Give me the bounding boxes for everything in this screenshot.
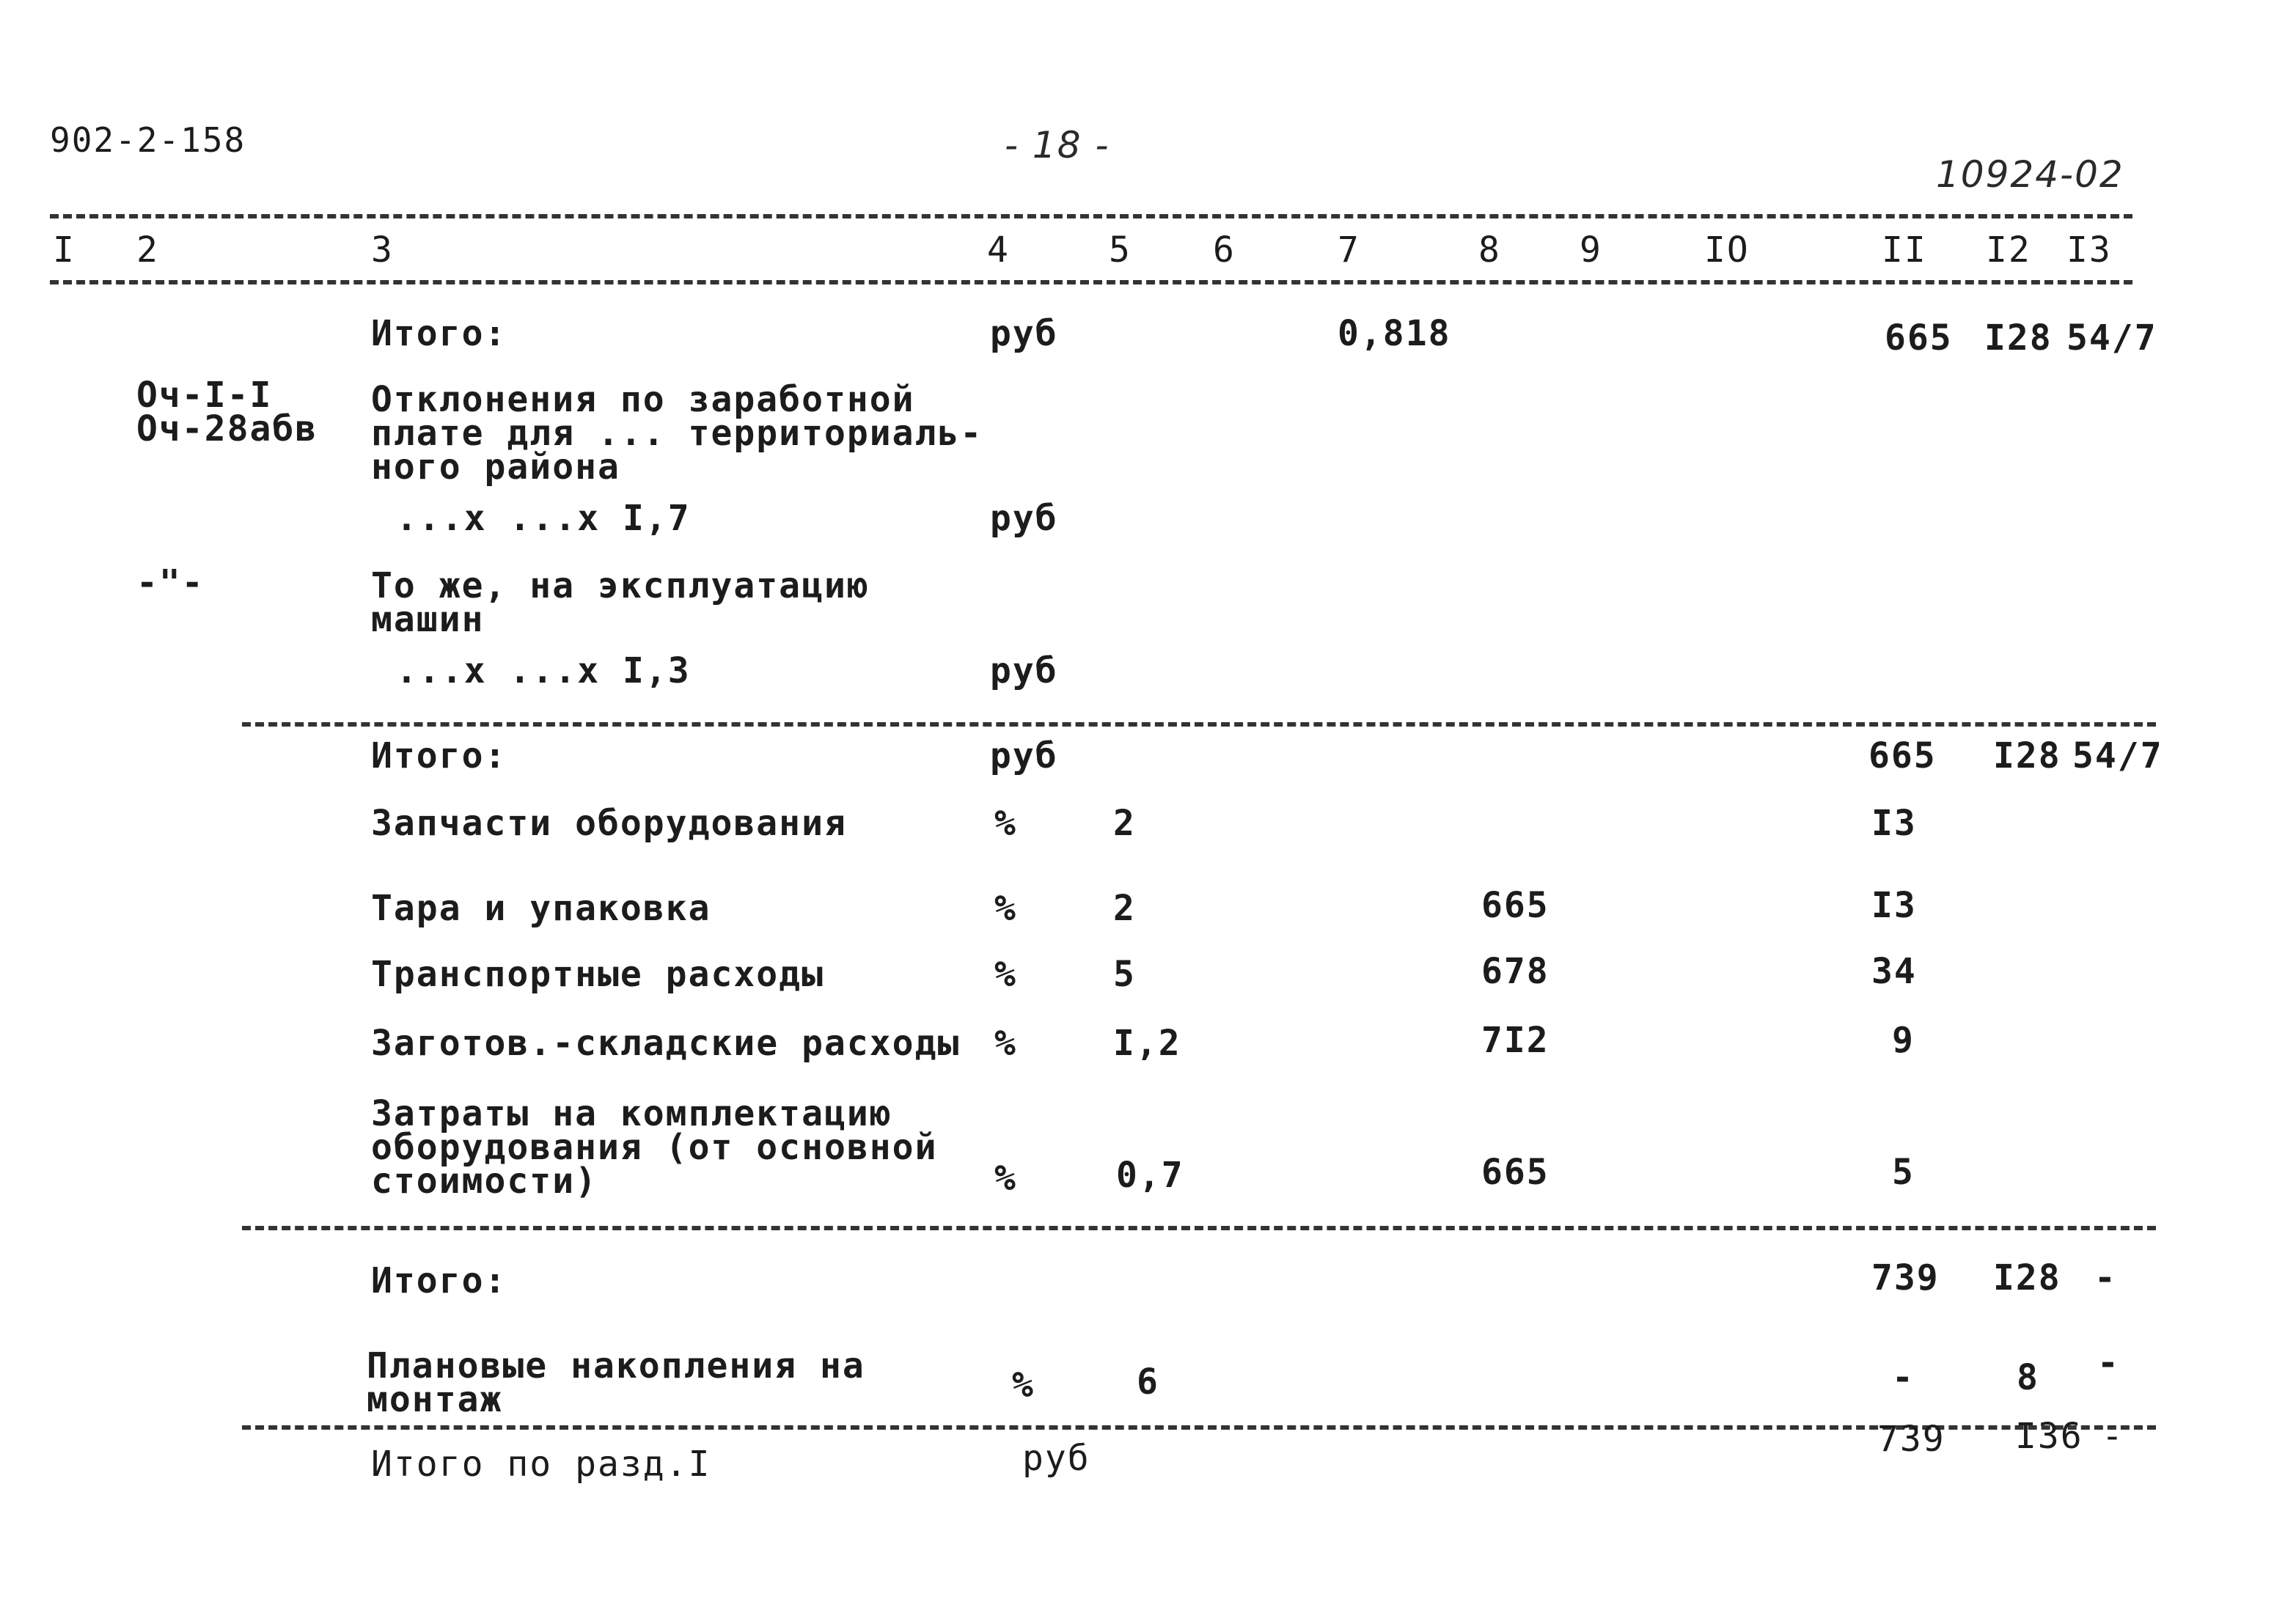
row-label: Затраты на комплектацию оборудования (от основной стоимости) [371, 1093, 938, 1202]
row-label: Итого: [371, 735, 507, 776]
document-code: 902-2-158 [50, 120, 246, 160]
col-header-12: I2 [1986, 229, 2031, 271]
row-col11: 34 [1871, 951, 1917, 992]
col-header-11: II [1882, 229, 1927, 271]
col-header-9: 9 [1580, 229, 1602, 271]
row-col12: I28 [1984, 317, 2053, 359]
row-unit: руб [990, 650, 1058, 691]
row-unit: руб [1022, 1438, 1090, 1479]
row-unit: % [994, 803, 1017, 844]
row-col11: 739 [1871, 1257, 1940, 1298]
row-percent: I,2 [1113, 1023, 1181, 1064]
header-top-rule [50, 214, 2132, 218]
row-unit: руб [990, 735, 1058, 776]
row-base: 678 [1481, 951, 1549, 992]
row-col12: I28 [1993, 1257, 2061, 1298]
col-header-8: 8 [1478, 229, 1501, 271]
row-percent: 2 [1113, 803, 1136, 844]
row-col13: 54/7 [2072, 735, 2163, 776]
col-header-3: 3 [371, 229, 394, 271]
col-header-1: I [53, 229, 76, 271]
row-label: Отклонения по заработной плате для ... территориаль- ного района [371, 379, 983, 488]
row-col13: 54/7 [2066, 317, 2157, 359]
col-header-2: 2 [136, 229, 159, 271]
row-percent: 0,7 [1116, 1155, 1184, 1196]
row-coefficient: 0,818 [1338, 313, 1451, 354]
section-rule [242, 1425, 2156, 1430]
section-rule [242, 1226, 2156, 1230]
row-unit: руб [990, 313, 1058, 354]
row-percent: 5 [1113, 954, 1136, 995]
row-col11: 665 [1868, 735, 1937, 776]
row-percent: 2 [1113, 888, 1136, 929]
row-base: 665 [1481, 1152, 1549, 1193]
section-rule [242, 722, 2156, 727]
row-label: Итого по разд.I [371, 1444, 711, 1485]
row-percent: 6 [1137, 1362, 1159, 1403]
row-base: 665 [1481, 885, 1549, 926]
row-label: Запчасти оборудования [371, 803, 847, 844]
row-col13: - [2102, 1416, 2124, 1457]
row-col12: I36 [2015, 1416, 2083, 1457]
row-col13: - [2097, 1342, 2120, 1384]
row-code: -"- [136, 562, 205, 603]
col-header-13: I3 [2066, 229, 2112, 271]
row-unit: руб [990, 498, 1058, 539]
row-col11: I3 [1871, 885, 1917, 926]
row-unit: % [994, 1023, 1017, 1064]
row-col11: 9 [1892, 1020, 1915, 1061]
row-col13: - [2094, 1257, 2117, 1298]
row-col11: - [1892, 1357, 1915, 1398]
page-number: - 18 - [1005, 124, 1110, 166]
col-header-4: 4 [987, 229, 1010, 271]
row-col12: I28 [1993, 735, 2061, 776]
header-bottom-rule [50, 280, 2132, 284]
row-base: 7I2 [1481, 1020, 1549, 1061]
row-label: ...х ...х I,3 [396, 650, 691, 691]
row-label: ...х ...х I,7 [396, 498, 691, 539]
archive-number: 10924-02 [1936, 153, 2124, 196]
row-col11: 665 [1885, 317, 1953, 359]
row-label: То же, на эксплуатацию машин [371, 565, 870, 640]
row-col12: 8 [2017, 1357, 2039, 1398]
row-col11: 5 [1892, 1152, 1915, 1193]
row-unit: % [1012, 1364, 1035, 1406]
row-label: Итого: [371, 313, 507, 354]
row-code: Оч-I-I Оч-28абв [136, 375, 318, 449]
row-unit: % [994, 1158, 1017, 1199]
row-label: Заготов.-складские расходы [371, 1023, 961, 1064]
row-unit: % [994, 888, 1017, 929]
row-label: Плановые накопления на монтаж [367, 1345, 865, 1420]
row-unit: % [994, 954, 1017, 995]
col-header-7: 7 [1338, 229, 1360, 271]
col-header-10: IO [1704, 229, 1750, 271]
row-col11: 739 [1877, 1419, 1945, 1460]
col-header-5: 5 [1109, 229, 1132, 271]
col-header-6: 6 [1213, 229, 1236, 271]
row-col11: I3 [1871, 803, 1917, 844]
row-label: Тара и упаковка [371, 888, 711, 929]
row-label: Транспортные расходы [371, 954, 824, 995]
row-label: Итого: [371, 1260, 507, 1301]
